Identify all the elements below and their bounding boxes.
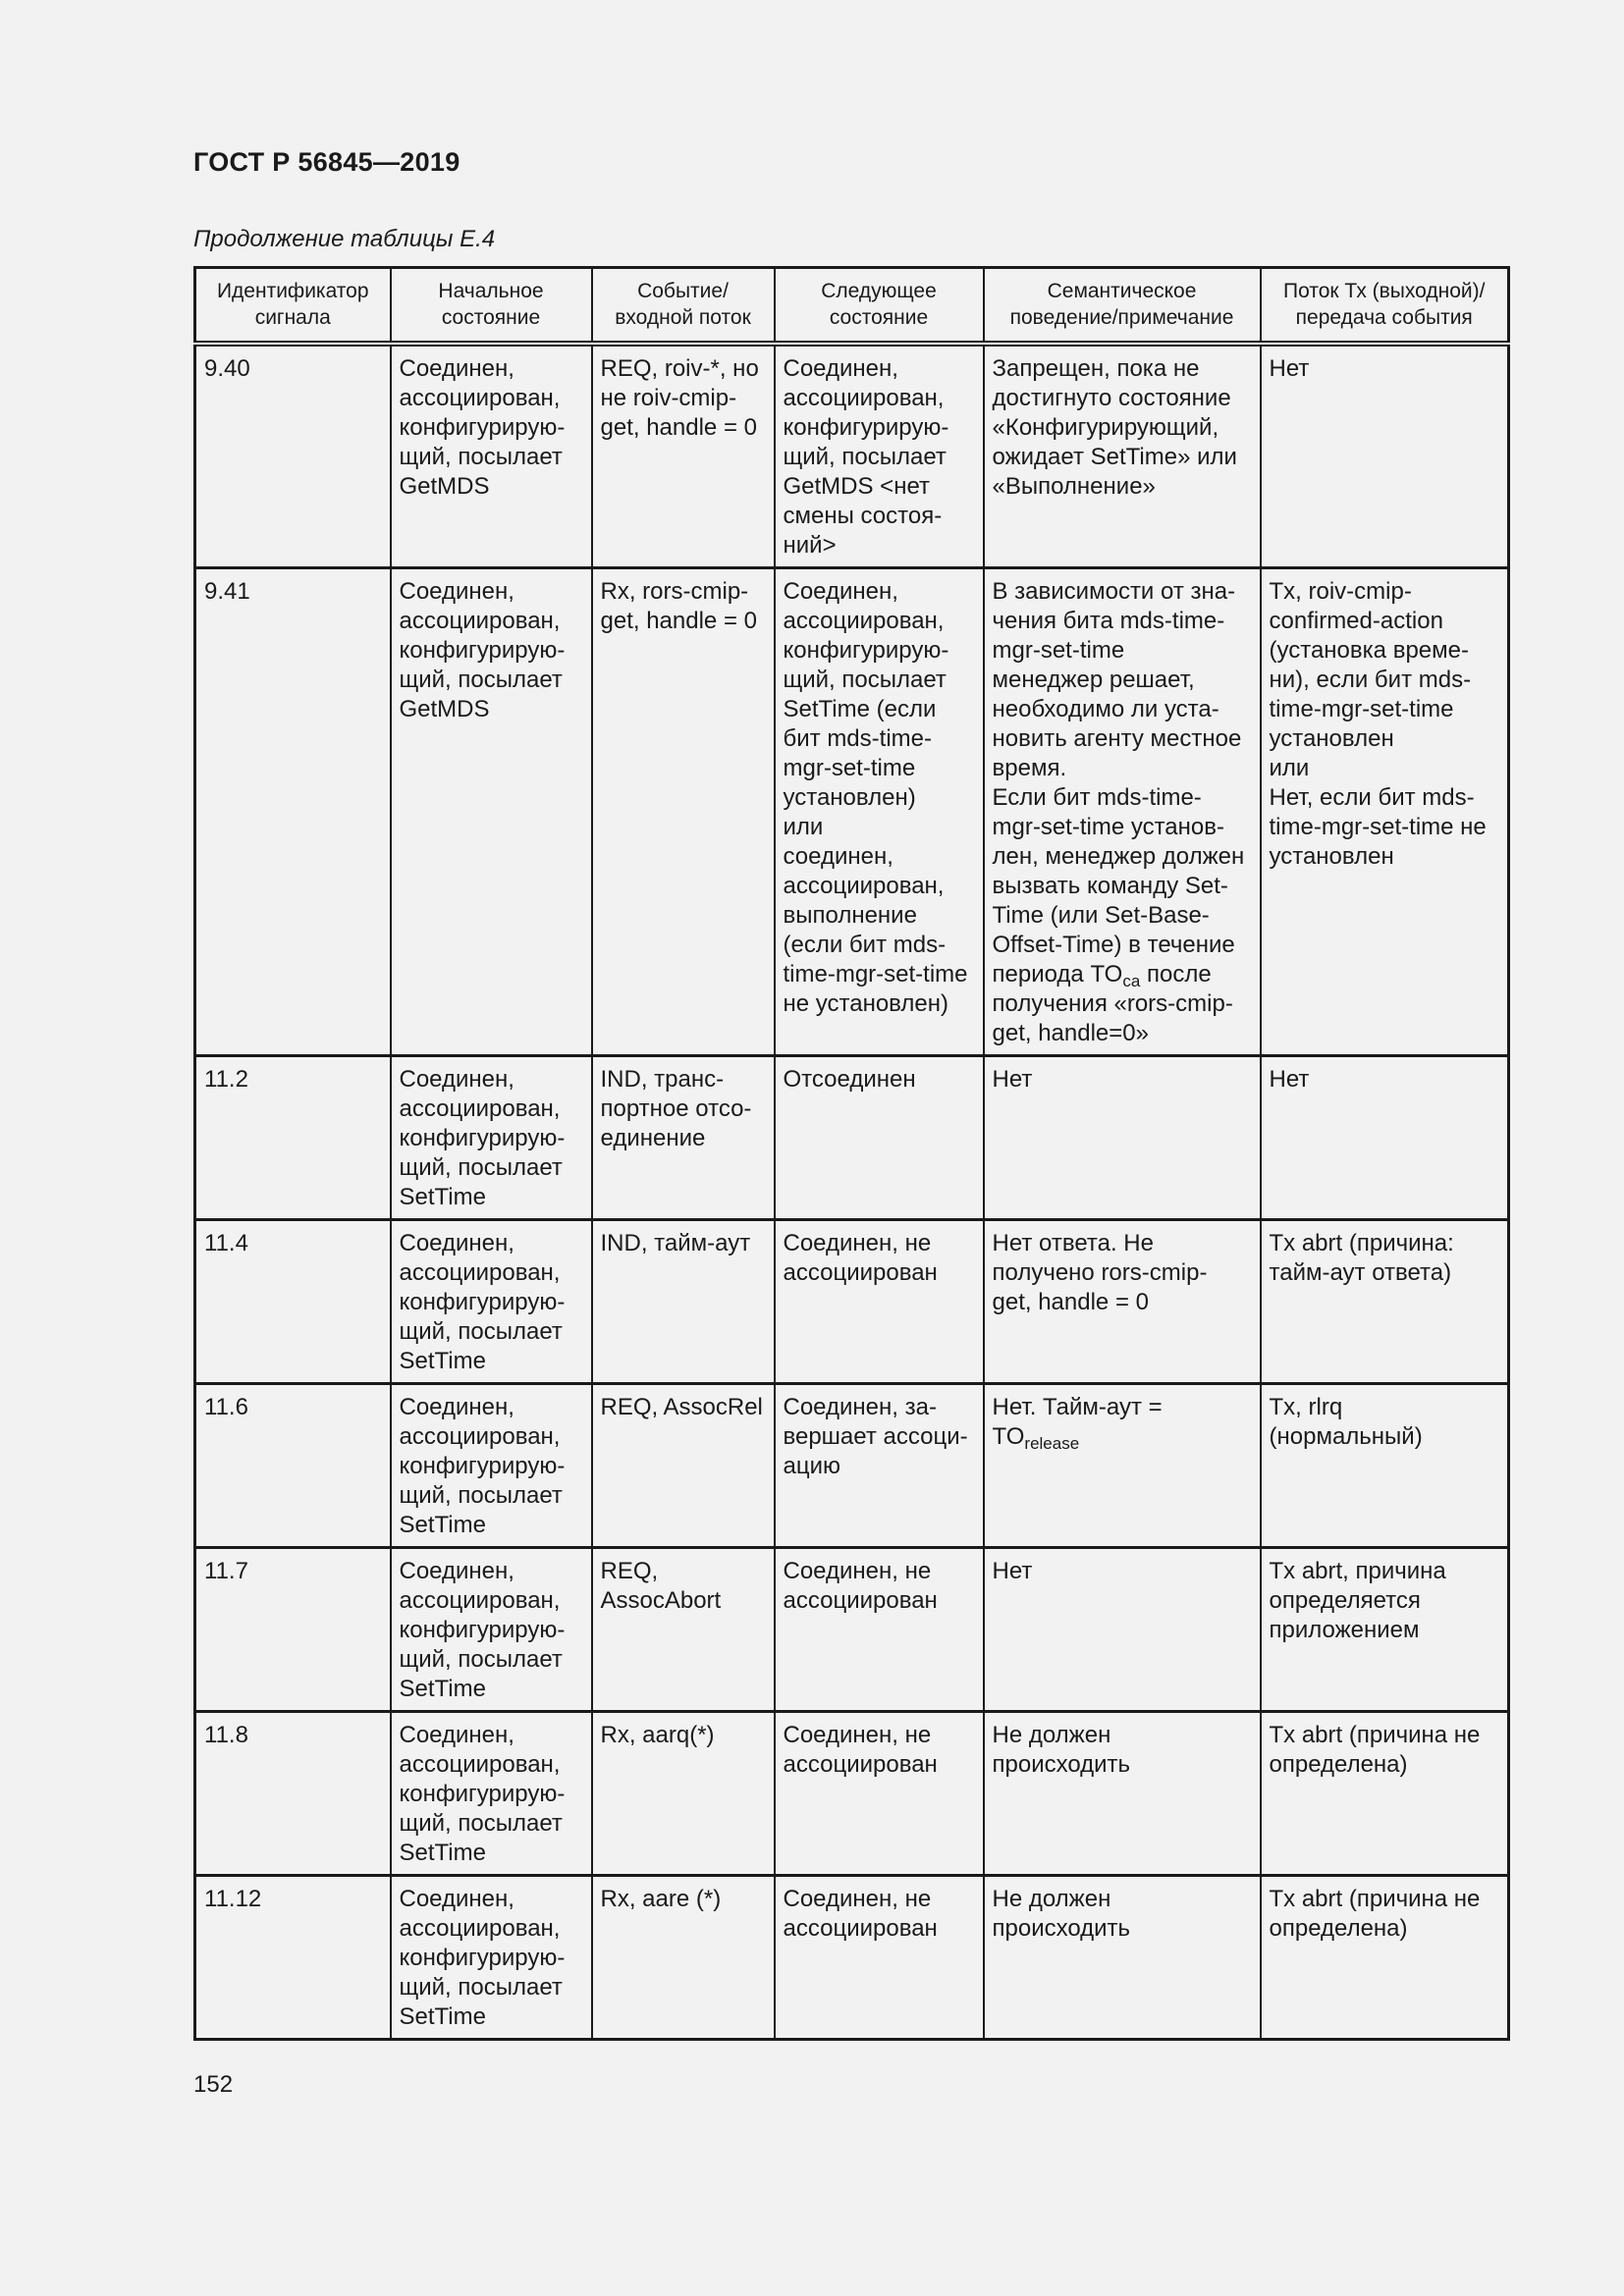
cell-event-input: Rx, aarq(*) (592, 1712, 775, 1876)
cell-tx-output: Tx, roiv-cmip- confirmed-action (установка време- ни), если бит mds- time-mgr-set-time установлен или Нет, если бит mds- time-mgr-set-time не установлен (1261, 568, 1509, 1056)
state-transition-table (193, 266, 1510, 2041)
cell-event-input: Rx, rors-cmip- get, handle = 0 (592, 568, 775, 1056)
cell-next-state: Соединен, не ассоциирован (775, 1876, 984, 2040)
cell-initial-state: Соединен, ассоциирован, конфигурирую- щий, посылает SetTime (391, 1548, 592, 1712)
cell-tx-output: Tx abrt (причина: тайм-аут ответа) (1261, 1220, 1509, 1384)
cell-next-state: Соединен, ассоциирован, конфигурирую- щий, посылает GetMDS <нет смены состоя- ний> (775, 344, 984, 568)
cell-initial-state: Соединен, ассоциирован, конфигурирую- щий, посылает SetTime (391, 1220, 592, 1384)
cell-next-state: Соединен, ассоциирован, конфигурирую- щий, посылает SetTime (если бит mds-time- mgr-set-time установлен) или соединен, ассоциирован, выполнение (если бит mds- time-mgr-set-time не установлен) (775, 568, 984, 1056)
subscript-release: release (1024, 1434, 1080, 1453)
header-signal-id: Идентификатор сигнала (195, 268, 391, 345)
cell-next-state: Соединен, не ассоциирован (775, 1220, 984, 1384)
cell-signal-id: 11.2 (195, 1056, 391, 1220)
cell-next-state: Соединен, за- вершает ассоци- ацию (775, 1384, 984, 1548)
cell-tx-output: Tx, rlrq (нормальный) (1261, 1384, 1509, 1548)
cell-signal-id: 9.41 (195, 568, 391, 1056)
cell-semantic-behavior (984, 568, 1261, 1056)
cell-initial-state: Соединен, ассоциирован, конфигурирую- щий, посылает SetTime (391, 1384, 592, 1548)
cell-semantic-behavior: Нет (984, 1548, 1261, 1712)
cell-tx-output: Нет (1261, 1056, 1509, 1220)
semantic-text-main: В зависимости от зна- чения бита mds-time- mgr-set-time менеджер решает, необходимо ли уста- новить агенту местное время. Если бит mds-time- mgr-set-time установ- лен, менеджер должен вызвать команду Set- Time (или Set-Base- Offset-Time) в течение периода TO (992, 578, 1245, 988)
table-row (195, 1712, 1509, 1876)
header-event-input: Событие/ входной поток (592, 268, 775, 345)
table-row (195, 568, 1509, 1056)
cell-semantic-behavior: Нет ответа. Не получено rors-cmip- get, handle = 0 (984, 1220, 1261, 1384)
table-row (195, 1876, 1509, 2040)
cell-signal-id: 11.7 (195, 1548, 391, 1712)
table-row (195, 1548, 1509, 1712)
cell-next-state: Отсоединен (775, 1056, 984, 1220)
cell-next-state: Соединен, не ассоциирован (775, 1712, 984, 1876)
cell-event-input: REQ, AssocRel (592, 1384, 775, 1548)
cell-signal-id: 11.4 (195, 1220, 391, 1384)
cell-signal-id: 11.12 (195, 1876, 391, 2040)
cell-signal-id: 11.6 (195, 1384, 391, 1548)
page-number: 152 (193, 2071, 234, 2098)
cell-semantic-behavior: Нет (984, 1056, 1261, 1220)
cell-tx-output: Tx abrt (причина не определена) (1261, 1712, 1509, 1876)
cell-event-input: REQ, AssocAbort (592, 1548, 775, 1712)
header-tx-output: Поток Тх (выходной)/ передача события (1261, 268, 1509, 345)
state-table-container (193, 266, 1509, 2041)
cell-signal-id: 9.40 (195, 344, 391, 568)
cell-signal-id: 11.8 (195, 1712, 391, 1876)
document-header: ГОСТ Р 56845—2019 (193, 147, 460, 177)
cell-event-input: IND, транс- портное отсо- единение (592, 1056, 775, 1220)
header-initial-state: Начальное состояние (391, 268, 592, 345)
header-semantic-behavior: Семантическое поведение/примечание (984, 268, 1261, 345)
table-row (195, 344, 1509, 568)
cell-semantic-behavior: Запрещен, пока не достигнуто состояние «Конфигурирующий, ожидает SetTime» или «Выполнение» (984, 344, 1261, 568)
table-caption: Продолжение таблицы Е.4 (193, 226, 496, 252)
semantic-text-main: Нет. Тайм-аут = TO (992, 1394, 1163, 1450)
cell-initial-state: Соединен, ассоциирован, конфигурирую- щий, посылает SetTime (391, 1876, 592, 2040)
cell-tx-output: Нет (1261, 344, 1509, 568)
table-row (195, 1056, 1509, 1220)
cell-event-input: IND, тайм-аут (592, 1220, 775, 1384)
cell-initial-state: Соединен, ассоциирован, конфигурирую- щий, посылает SetTime (391, 1056, 592, 1220)
cell-semantic-behavior: Не должен происходить (984, 1876, 1261, 2040)
cell-tx-output: Tx abrt, причина определяется приложением (1261, 1548, 1509, 1712)
table-row (195, 1384, 1509, 1548)
header-next-state: Следующее состояние (775, 268, 984, 345)
table-row (195, 1220, 1509, 1384)
cell-next-state: Соединен, не ассоциирован (775, 1548, 984, 1712)
cell-tx-output: Tx abrt (причина не определена) (1261, 1876, 1509, 2040)
cell-semantic-behavior (984, 1384, 1261, 1548)
cell-initial-state: Соединен, ассоциирован, конфигурирую- щий, посылает GetMDS (391, 344, 592, 568)
cell-initial-state: Соединен, ассоциирован, конфигурирую- щий, посылает SetTime (391, 1712, 592, 1876)
cell-event-input: Rx, aare (*) (592, 1876, 775, 2040)
semantic-text-tail: после получения «rors-cmip- get, handle=0» (992, 961, 1233, 1046)
cell-event-input: REQ, roiv-*, но не roiv-cmip- get, handle = 0 (592, 344, 775, 568)
subscript-ca: ca (1122, 972, 1141, 990)
cell-initial-state: Соединен, ассоциирован, конфигурирую- щий, посылает GetMDS (391, 568, 592, 1056)
table-header-row (195, 268, 1509, 345)
cell-semantic-behavior: Не должен происходить (984, 1712, 1261, 1876)
